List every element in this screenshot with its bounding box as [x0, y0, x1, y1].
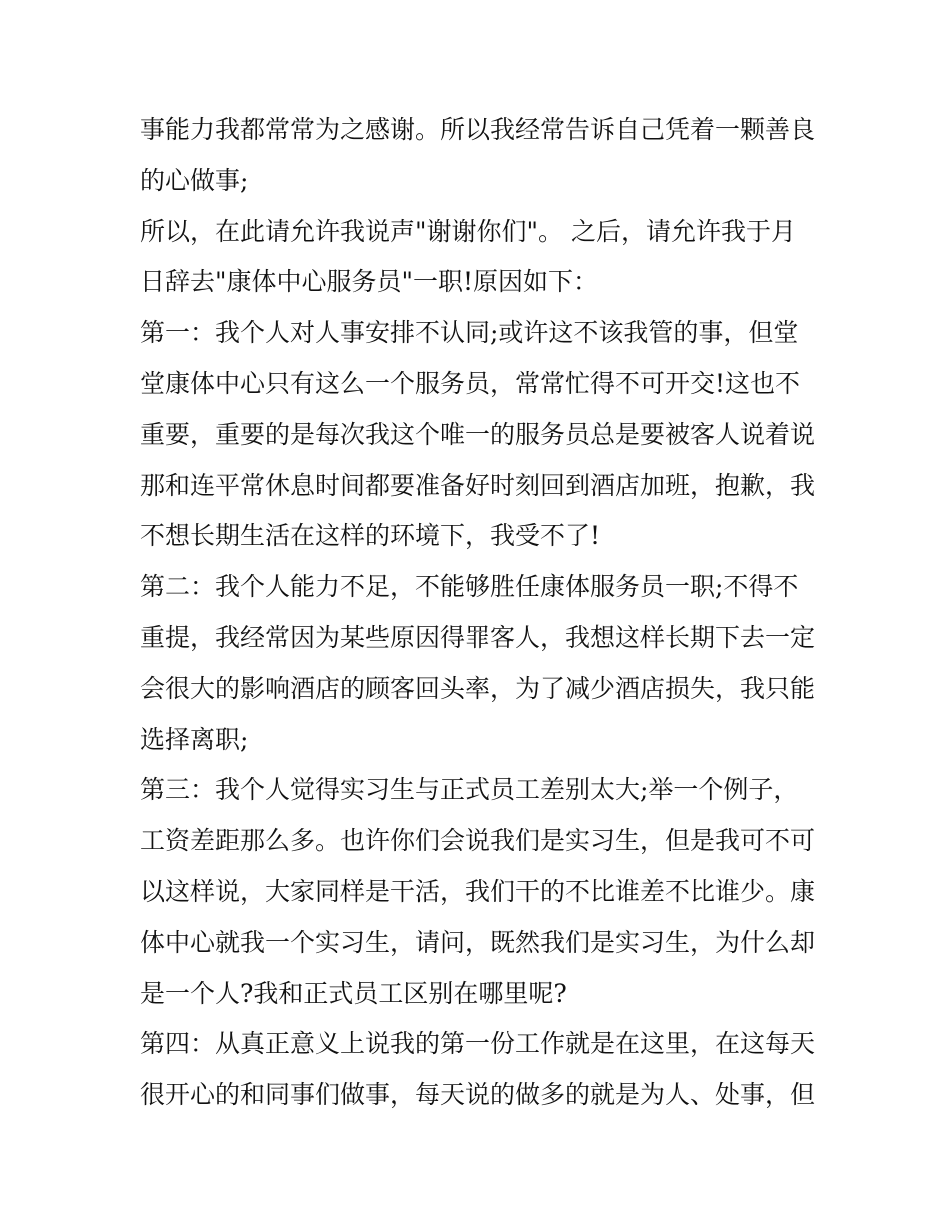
text-line: 以这样说，大家同样是干活，我们干的不比谁差不比谁少。康 — [140, 876, 816, 906]
text-line: 第三：我个人觉得实习生与正式员工差别太大;举一个例子， — [140, 775, 799, 805]
text-line: 会很大的影响酒店的顾客回头率，为了减少酒店损失，我只能 — [140, 673, 816, 703]
text-line: 那和连平常休息时间都要准备好时刻回到酒店加班，抱歉，我 — [140, 470, 816, 500]
body-text — [140, 105, 820, 1121]
text-line: 是一个人?我和正式员工区别在哪里呢? — [140, 978, 567, 1008]
text-line: 选择离职; — [140, 724, 249, 754]
text-line: 的心做事; — [140, 165, 249, 195]
text-line: 不想长期生活在这样的环境下，我受不了! — [140, 521, 601, 551]
text-line: 堂康体中心只有这么一个服务员，常常忙得不可开交!这也不 — [140, 368, 801, 398]
text-line: 工资差距那么多。也许你们会说我们是实习生，但是我可不可 — [140, 826, 816, 856]
text-line: 重要，重要的是每次我这个唯一的服务员总是要被客人说着说 — [140, 419, 816, 449]
text-line: 第四：从真正意义上说我的第一份工作就是在这里，在这每天 — [140, 1029, 816, 1059]
text-line: 所以，在此请允许我说声"谢谢你们"。 之后，请允许我于月 — [140, 216, 796, 246]
text-line: 日辞去"康体中心服务员"一职!原因如下： — [140, 267, 599, 297]
text-line: 很开心的和同事们做事，每天说的做多的就是为人、处事，但 — [140, 1080, 816, 1110]
text-line: 体中心就我一个实习生，请问，既然我们是实习生，为什么却 — [140, 927, 816, 957]
text-line: 第一：我个人对人事安排不认同;或许这不该我管的事，但堂 — [140, 318, 799, 348]
text-line: 第二：我个人能力不足，不能够胜任康体服务员一职;不得不 — [140, 572, 799, 602]
text-line: 事能力我都常常为之感谢。所以我经常告诉自己凭着一颗善良 — [140, 115, 816, 144]
text-line: 重提，我经常因为某些原因得罪客人，我想这样长期下去一定 — [140, 622, 816, 652]
